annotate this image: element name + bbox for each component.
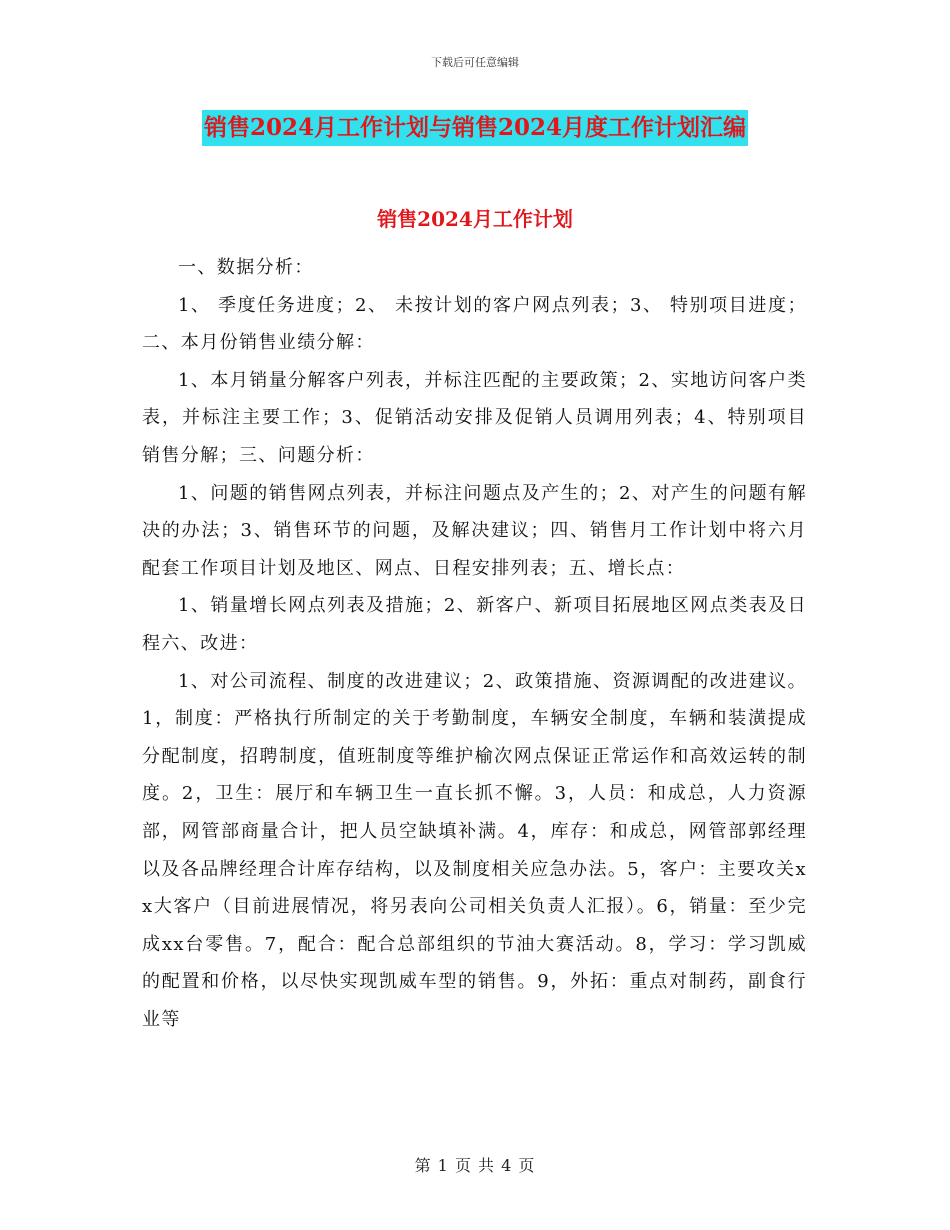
page-header-note: 下载后可任意编辑 — [431, 56, 519, 69]
body-text — [142, 249, 807, 1038]
paragraph-4: 1、问题的销售网点列表，并标注问题点及产生的；2、对产生的问题有解决的办法；3、销售环节的问题，及解决建议；四、销售月工作计划中将六月配套工作项目计划及地区、网点、日程安排列表；五、增长点： — [142, 482, 807, 579]
page-footer: 第 1 页 共 4 页 — [414, 1156, 536, 1175]
paragraph-6: 1、对公司流程、制度的改进建议；2、政策措施、资源调配的改进建议。1，制度：严格执行所制定的关于考勤制度，车辆安全制度，车辆和装潢提成分配制度，招聘制度，值班制度等维护榆次网点保证正常运作和高效运转的制度。2，卫生：展厅和车辆卫生一直长抓不懈。3，人员：和成总，人力资源部，网管部商量合计，把人员空缺填补满。4，库存：和成总，网管部郭经理以及各品牌经理合计库存结构，以及制度相关应急办法。5，客户：主要攻关xx大客户（目前进展情况，将另表向公司相关负责人汇报）。6，销量：至少完成xx台零售。7，配合：配合总部组织的节油大赛活动。8，学习：学习凯威的配置和价格，以尽快实现凯威车型的销售。9，外拓：重点对制药，副食行业等 — [142, 670, 807, 1030]
paragraph-3: 1、本月销量分解客户列表，并标注匹配的主要政策；2、实地访问客户类表，并标注主要工作；3、促销活动安排及促销人员调用列表；4、特别项目销售分解；三、问题分析： — [142, 369, 807, 466]
paragraph-5: 1、销量增长网点列表及措施；2、新客户、新项目拓展地区网点类表及日程六、改进： — [142, 595, 807, 654]
section-title: 销售2024月工作计划 — [377, 207, 573, 231]
paragraph-1: 一、数据分析： — [178, 257, 314, 278]
document-title: 销售2024月工作计划与销售2024月度工作计划汇编 — [202, 110, 748, 146]
paragraph-2: 1、 季度任务进度；2、 未按计划的客户网点列表；3、 特别项目进度；二、本月份销售业绩分解： — [142, 294, 807, 354]
main-title-wrap — [0, 110, 950, 146]
